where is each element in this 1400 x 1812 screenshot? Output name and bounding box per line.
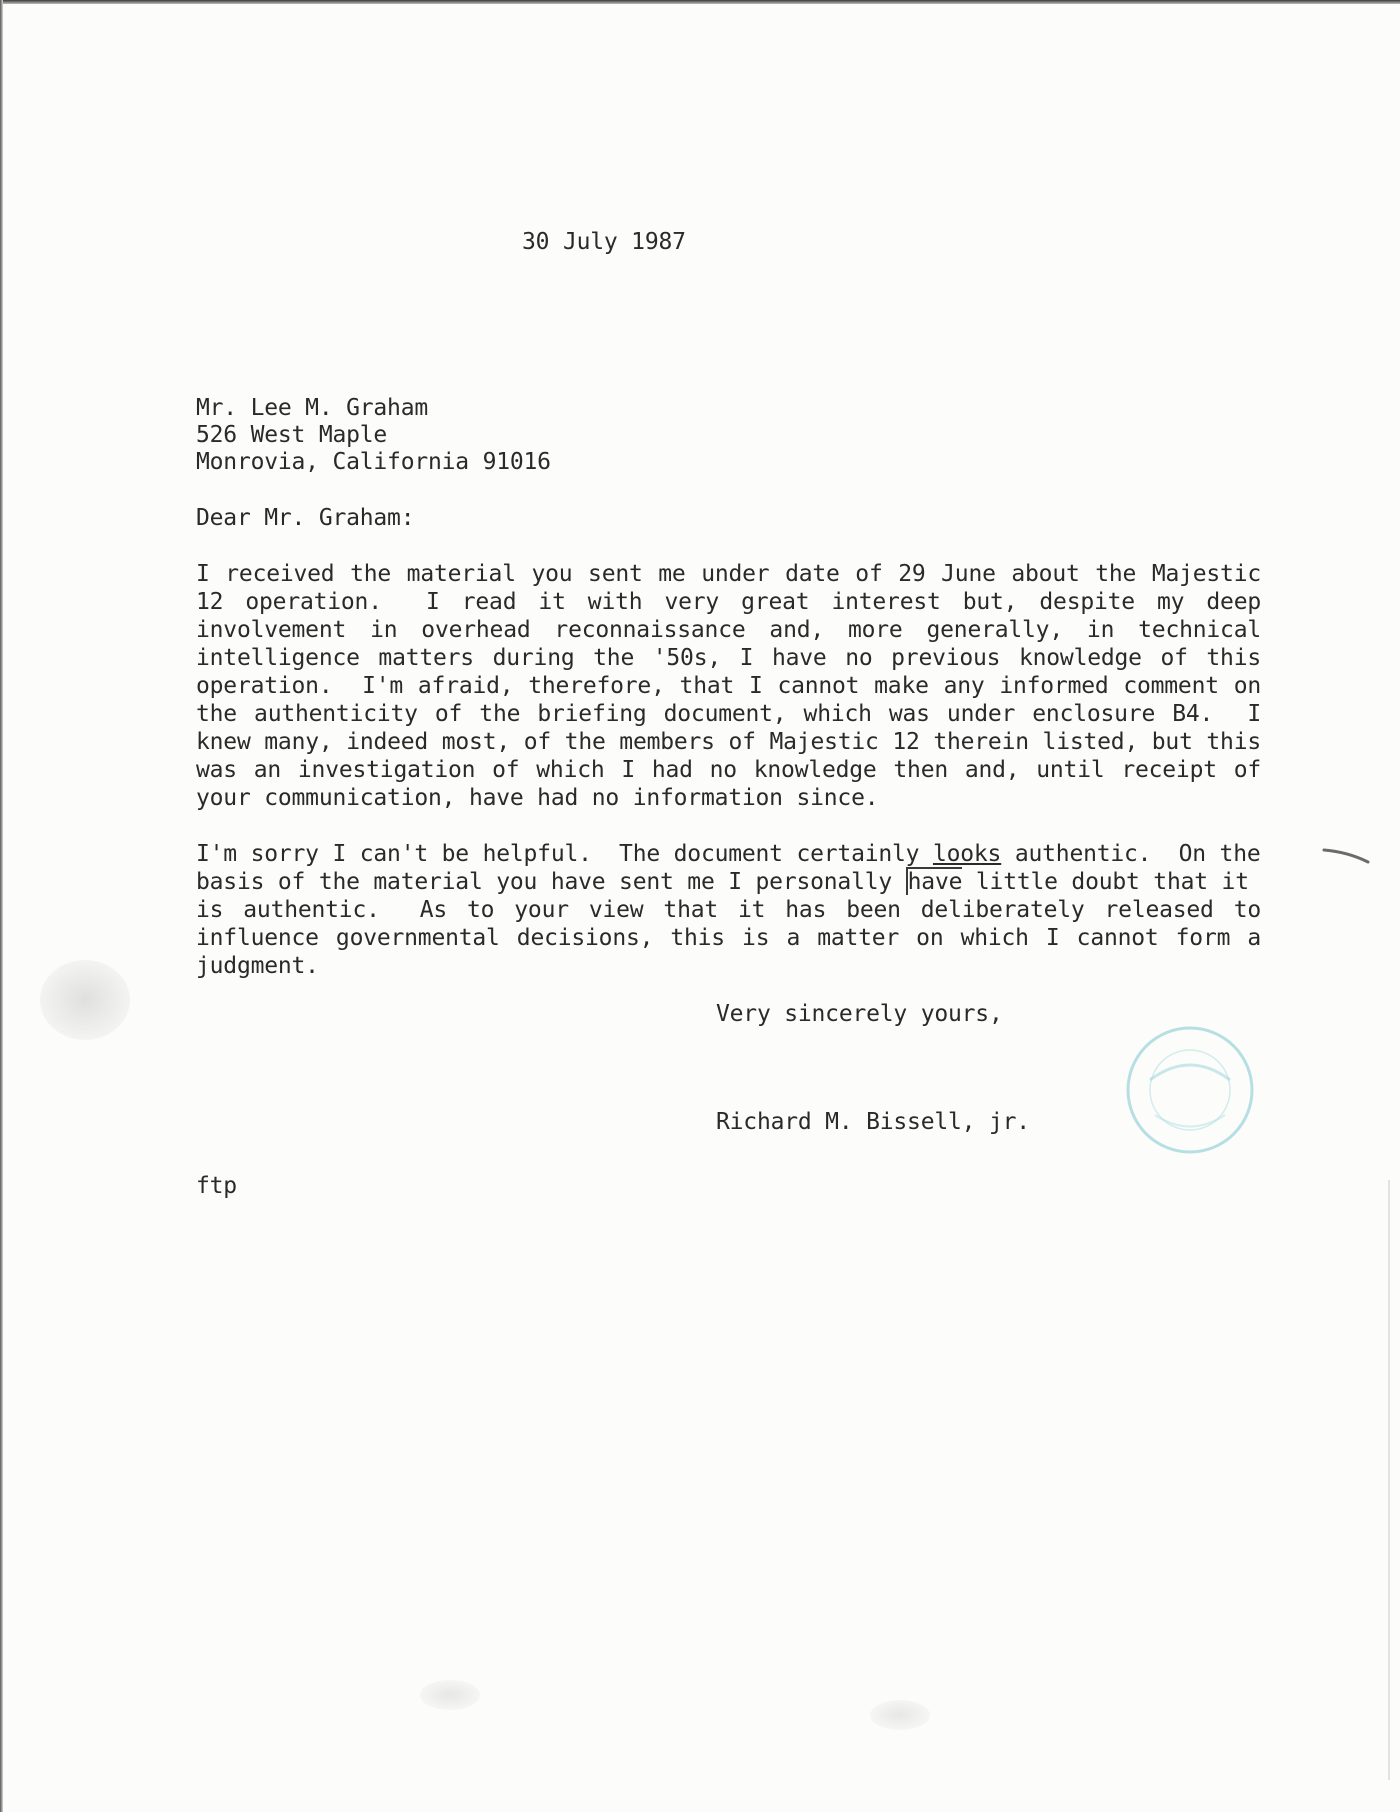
address-line: 526 West Maple <box>196 422 388 448</box>
paragraph2-line: judgment. <box>196 953 319 979</box>
paragraph1-line: your communication, have had no information since. <box>196 785 879 811</box>
paragraph2-line <box>196 868 1249 896</box>
paragraph1-line: involvement in overhead reconnaissance and, more generally, in technical <box>196 617 1261 643</box>
paper-smudge <box>40 960 130 1040</box>
paragraph1-line: I received the material you sent me under date of 29 June about the Majestic <box>196 561 1261 587</box>
paragraph1-line: 12 operation. I read it with very great interest but, despite my deep <box>196 589 1261 615</box>
salutation: Dear Mr. Graham: <box>196 505 415 531</box>
text-run: I'm sorry I can't be helpful. The document certainly <box>196 841 933 867</box>
pen-marked-word: have <box>907 869 963 895</box>
address-line: Monrovia, California 91016 <box>196 449 551 475</box>
letter-date: 30 July 1987 <box>522 229 686 255</box>
scan-right-edge <box>1388 1180 1390 1780</box>
library-stamp <box>1120 1020 1260 1160</box>
closing: Very sincerely yours, <box>716 1001 1003 1027</box>
signatory-name: Richard M. Bissell, jr. <box>716 1109 1030 1135</box>
text-run: little doubt that it <box>962 869 1249 895</box>
typist-initials: ftp <box>196 1173 237 1199</box>
paper-mark <box>870 1700 930 1730</box>
paragraph1-line: operation. I'm afraid, therefore, that I cannot make any informed comment on <box>196 673 1261 699</box>
text-run: authentic. On the <box>1001 841 1261 867</box>
scan-top-edge <box>0 0 1400 4</box>
paper-mark <box>420 1680 480 1710</box>
scan-left-edge <box>0 0 3 1812</box>
paragraph2-line: is authentic. As to your view that it has been deliberately released to <box>196 897 1261 923</box>
underlined-word: looks <box>932 841 1002 867</box>
margin-pen-mark <box>1322 848 1372 864</box>
paragraph1-line: was an investigation of which I had no knowledge then and, until receipt of <box>196 757 1261 783</box>
paragraph2-line: influence governmental decisions, this is a matter on which I cannot form a <box>196 925 1261 951</box>
address-line: Mr. Lee M. Graham <box>196 395 429 421</box>
paragraph1-line: knew many, indeed most, of the members of Majestic 12 therein listed, but this <box>196 729 1261 755</box>
paragraph1-line: intelligence matters during the '50s, I have no previous knowledge of this <box>196 645 1261 671</box>
paragraph1-line: the authenticity of the briefing document, which was under enclosure B4. I <box>196 701 1261 727</box>
paragraph2-line <box>196 840 1261 868</box>
text-run: basis of the material you have sent me I personally <box>196 869 906 895</box>
